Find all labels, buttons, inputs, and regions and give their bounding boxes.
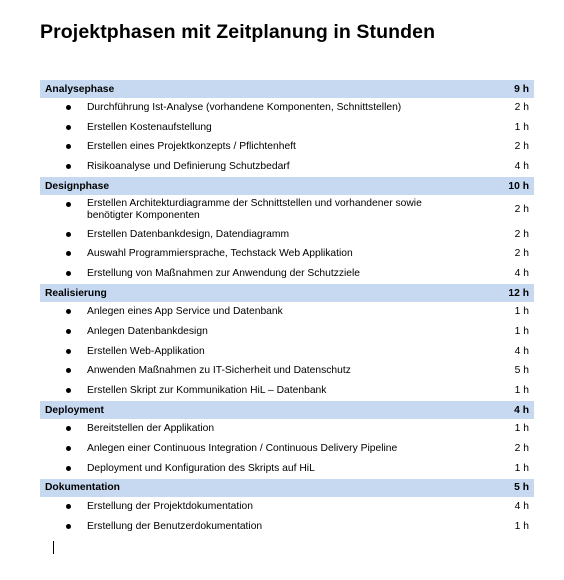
task-row: [40, 419, 534, 439]
task-label: Erstellen Architekturdiagramme der Schnittstellen und vorhandener sowie benötigter Komponenten: [87, 198, 422, 221]
task-hours: 2 h: [514, 141, 529, 153]
phase-hours: 9 h: [484, 80, 534, 99]
task-row: [40, 341, 534, 361]
task-hours: 1 h: [514, 462, 529, 474]
task-label: Erstellung von Maßnahmen zur Anwendung der Schutzziele: [87, 267, 361, 279]
bullet-icon: [66, 232, 71, 237]
task-label: Erstellen Web-Applikation: [87, 345, 205, 357]
task-label: Bereitstellen der Applikation: [87, 423, 215, 435]
phase-row-analysephase: [40, 80, 534, 99]
bullet-icon: [66, 251, 71, 256]
phase-table-body: [40, 80, 534, 537]
task-label: Risikoanalyse und Definierung Schutzbedarf: [87, 161, 290, 173]
bullet-icon: [66, 349, 71, 354]
task-hours: 1 h: [514, 384, 529, 396]
task-hours: 4 h: [514, 501, 529, 513]
task-row: [40, 224, 534, 244]
task-row: [40, 244, 534, 264]
task-label: Anlegen einer Continuous Integration / Continuous Delivery Pipeline: [87, 443, 398, 455]
phase-name: Analysephase: [40, 80, 484, 99]
bullet-icon: [66, 309, 71, 314]
task-hours: 1 h: [514, 520, 529, 532]
bullet-icon: [66, 446, 71, 451]
bullet-icon: [66, 368, 71, 373]
phase-hours: 12 h: [484, 284, 534, 303]
phase-hours: 4 h: [484, 401, 534, 420]
task-hours: 4 h: [514, 161, 529, 173]
phase-hours: 5 h: [484, 478, 534, 497]
task-label: Erstellen Kostenaufstellung: [87, 121, 212, 133]
task-label: Erstellung der Benutzerdokumentation: [87, 520, 263, 532]
task-hours: 1 h: [514, 306, 529, 318]
task-label: Erstellen eines Projektkonzepts / Pflichtenheft: [87, 141, 296, 153]
phase-name: Designphase: [40, 177, 484, 196]
task-label: Erstellen Skript zur Kommunikation HiL – Datenbank: [87, 384, 327, 396]
task-label: Anlegen eines App Service und Datenbank: [87, 306, 283, 318]
task-hours: 1 h: [514, 423, 529, 435]
text-cursor[interactable]: [53, 541, 54, 554]
bullet-icon: [66, 271, 71, 276]
phase-hours: 10 h: [484, 177, 534, 196]
task-row: [40, 517, 534, 537]
bullet-icon: [66, 105, 71, 110]
bullet-icon: [66, 164, 71, 169]
bullet-icon: [66, 504, 71, 509]
phase-row-designphase: [40, 177, 534, 196]
task-hours: 4 h: [514, 345, 529, 357]
task-row: [40, 302, 534, 322]
phase-row-deployment: [40, 401, 534, 420]
bullet-icon: [66, 202, 71, 207]
task-hours: 2 h: [514, 228, 529, 240]
bullet-icon: [66, 144, 71, 149]
task-hours: 2 h: [514, 102, 529, 114]
task-label: Erstellung der Projektdokumentation: [87, 501, 253, 513]
task-label: Deployment und Konfiguration des Skripts auf HiL: [87, 462, 315, 474]
task-row: [40, 439, 534, 459]
task-row: [40, 98, 534, 118]
task-label: Erstellen Datenbankdesign, Datendiagramm: [87, 228, 290, 240]
task-row: [40, 361, 534, 381]
task-hours: 1 h: [514, 326, 529, 338]
task-label: Durchführung Ist-Analyse (vorhandene Komponenten, Schnittstellen): [87, 102, 402, 114]
task-row: [40, 195, 534, 224]
task-hours: 2 h: [514, 248, 529, 260]
phase-name: Deployment: [40, 401, 484, 420]
task-row: [40, 137, 534, 157]
bullet-icon: [66, 388, 71, 393]
phase-row-dokumentation: [40, 478, 534, 497]
task-row: [40, 458, 534, 478]
bullet-icon: [66, 329, 71, 334]
task-row: [40, 497, 534, 517]
document-title: Projektphasen mit Zeitplanung in Stunden: [40, 21, 436, 43]
task-row: [40, 157, 534, 177]
task-row: [40, 381, 534, 401]
phase-table: [40, 79, 534, 536]
task-hours: 4 h: [514, 267, 529, 279]
bullet-icon: [66, 466, 71, 471]
bullet-icon: [66, 524, 71, 529]
task-row: [40, 264, 534, 284]
task-hours: 2 h: [514, 204, 529, 216]
bullet-icon: [66, 426, 71, 431]
task-label: Anwenden Maßnahmen zu IT-Sicherheit und Datenschutz: [87, 365, 351, 377]
phase-name: Realisierung: [40, 284, 484, 303]
phase-name: Dokumentation: [40, 478, 484, 497]
task-row: [40, 118, 534, 138]
task-label: Anlegen Datenbankdesign: [87, 326, 208, 338]
task-row: [40, 322, 534, 342]
bullet-icon: [66, 125, 71, 130]
phase-row-realisierung: [40, 284, 534, 303]
task-hours: 2 h: [514, 443, 529, 455]
task-hours: 1 h: [514, 121, 529, 133]
task-label: Auswahl Programmiersprache, Techstack Web Applikation: [87, 248, 353, 260]
task-hours: 5 h: [514, 365, 529, 377]
